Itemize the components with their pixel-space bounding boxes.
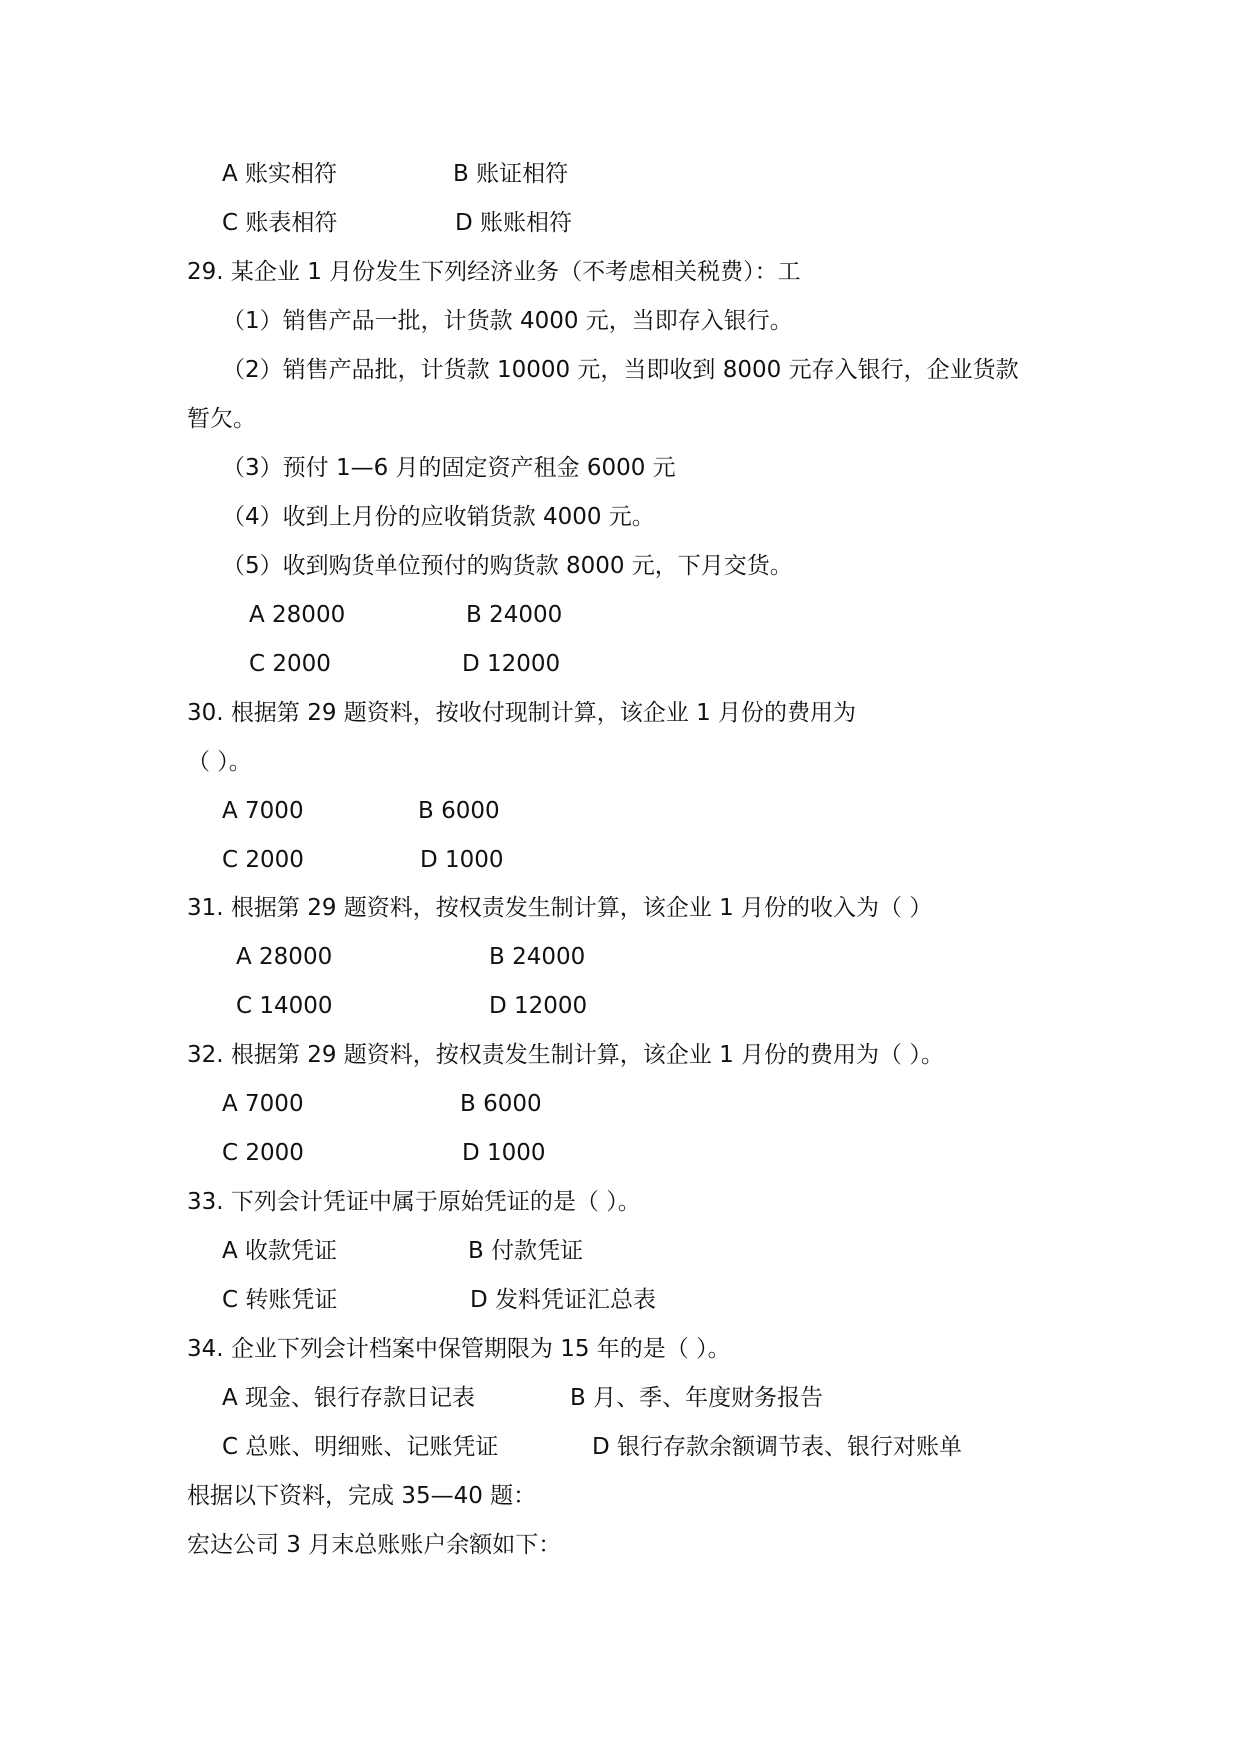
q29-option-b: B 24000: [466, 602, 563, 628]
q34-stem: 34. 企业下列会计档案中保管期限为 15 年的是（ ）。: [187, 1336, 731, 1362]
q29-item-3: （3）预付 1—6 月的固定资产租金 6000 元: [222, 455, 676, 481]
q31-option-a: A 28000: [236, 944, 333, 970]
q31-option-c: C 14000: [236, 993, 333, 1019]
q33-option-c: C 转账凭证: [222, 1287, 338, 1313]
q32-stem: 32. 根据第 29 题资料，按权责发生制计算，该企业 1 月份的费用为（ ）。: [187, 1042, 944, 1068]
q30-stem: 30. 根据第 29 题资料，按收付现制计算，该企业 1 月份的费用为: [187, 700, 857, 726]
q34-option-b: B 月、季、年度财务报告: [570, 1385, 824, 1411]
q33-option-a: A 收款凭证: [222, 1238, 338, 1264]
q29-option-c: C 2000: [249, 651, 331, 677]
q34-option-d: D 银行存款余额调节表、银行对账单: [592, 1434, 963, 1460]
q33-option-d: D 发料凭证汇总表: [470, 1287, 657, 1313]
q30-option-b: B 6000: [418, 798, 500, 824]
q29-item-2-continued: 暂欠。: [187, 406, 256, 432]
q29-stem: 29. 某企业 1 月份发生下列经济业务（不考虑相关税费）：工: [187, 259, 801, 285]
q32-option-a: A 7000: [222, 1091, 304, 1117]
q31-option-b: B 24000: [489, 944, 586, 970]
q29-item-5: （5）收到购货单位预付的购货款 8000 元，下月交货。: [222, 553, 793, 579]
q30-option-c: C 2000: [222, 847, 304, 873]
q28-option-c: C 账表相符: [222, 210, 338, 236]
q28-option-d: D 账账相符: [455, 210, 573, 236]
company-balance-note: 宏达公司 3 月末总账账户余额如下：: [187, 1532, 562, 1558]
q34-option-a: A 现金、银行存款日记表: [222, 1385, 476, 1411]
q28-option-a: A 账实相符: [222, 161, 338, 187]
q29-option-a: A 28000: [249, 602, 346, 628]
q31-stem: 31. 根据第 29 题资料，按权责发生制计算，该企业 1 月份的收入为（ ）: [187, 895, 933, 921]
q31-option-d: D 12000: [489, 993, 588, 1019]
q30-option-d: D 1000: [420, 847, 504, 873]
q33-option-b: B 付款凭证: [468, 1238, 584, 1264]
q30-option-a: A 7000: [222, 798, 304, 824]
q32-option-c: C 2000: [222, 1140, 304, 1166]
q29-item-2: （2）销售产品批，计货款 10000 元，当即收到 8000 元存入银行，企业货款: [222, 357, 1019, 383]
q30-stem-continued: （ ）。: [187, 749, 252, 775]
q32-option-b: B 6000: [460, 1091, 542, 1117]
q28-option-b: B 账证相符: [453, 161, 569, 187]
q29-item-1: （1）销售产品一批，计货款 4000 元，当即存入银行。: [222, 308, 793, 334]
section-intro: 根据以下资料，完成 35—40 题：: [187, 1483, 537, 1509]
q29-item-4: （4）收到上月份的应收销货款 4000 元。: [222, 504, 655, 530]
q33-stem: 33. 下列会计凭证中属于原始凭证的是（ ）。: [187, 1189, 641, 1215]
q34-option-c: C 总账、明细账、记账凭证: [222, 1434, 499, 1460]
q32-option-d: D 1000: [462, 1140, 546, 1166]
q29-option-d: D 12000: [462, 651, 561, 677]
